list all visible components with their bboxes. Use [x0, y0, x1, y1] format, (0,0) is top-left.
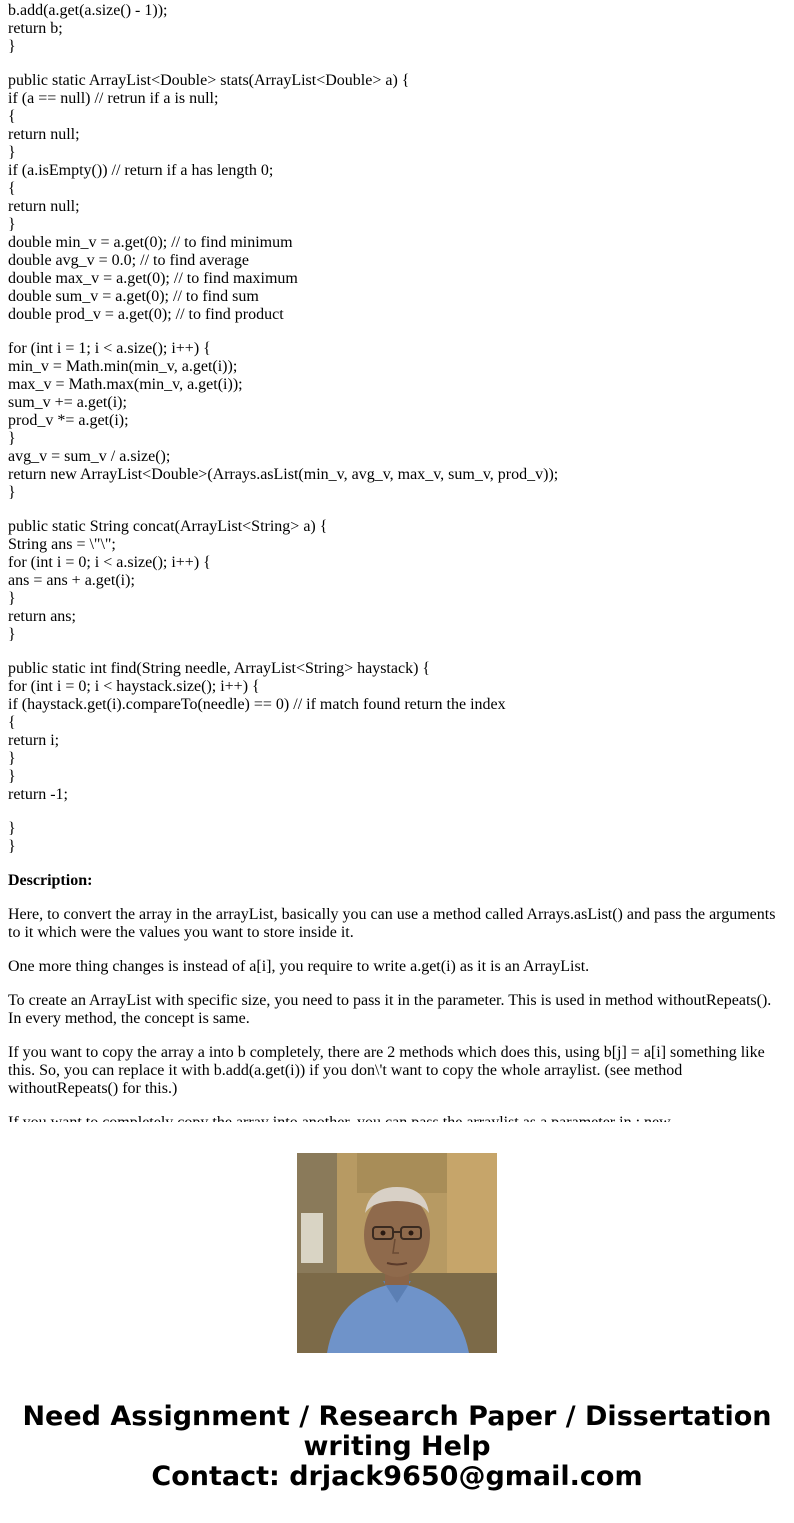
code-line: } [8, 626, 16, 643]
code-block-stats-loop [8, 340, 784, 502]
code-line: } [8, 820, 16, 837]
promo-banner [0, 1402, 794, 1492]
code-line: return ans; [8, 608, 76, 625]
description-paragraph: Here, to convert the array in the arrayList, basically you can use a method called Arrays.asList() and pass the arguments to it which were the values you want to store inside it. [8, 906, 776, 941]
code-line: } [8, 590, 16, 607]
code-line: max_v = Math.max(min_v, a.get(i)); [8, 376, 243, 393]
code-line: public static int find(String needle, ArrayList<String> haystack) { [8, 660, 431, 677]
code-line: double min_v = a.get(0); // to find minimum [8, 234, 293, 251]
code-line: } [8, 838, 16, 855]
code-line: { [8, 714, 16, 731]
code-line: } [8, 38, 16, 55]
description-heading: Description: [8, 872, 93, 889]
promo-line-1: Need Assignment / Research Paper / Dissertation [22, 1401, 772, 1432]
code-line: return null; [8, 126, 80, 143]
code-line: } [8, 750, 16, 767]
code-line: double sum_v = a.get(0); // to find sum [8, 288, 259, 305]
code-line: sum_v += a.get(i); [8, 394, 127, 411]
promo-line-2: writing Help [303, 1431, 491, 1462]
code-line: } [8, 484, 16, 501]
code-line: String ans = \"\"; [8, 536, 116, 553]
code-line: min_v = Math.min(min_v, a.get(i)); [8, 358, 238, 375]
description-paragraph: To create an ArrayList with specific size, you need to pass it in the parameter. This is used in method withoutRepeats(). In every method, the concept is same. [8, 992, 772, 1027]
code-line: double max_v = a.get(0); // to find maximum [8, 270, 298, 287]
code-line: return null; [8, 198, 80, 215]
code-line: return b; [8, 20, 63, 37]
code-line: if (a == null) // retrun if a is null; [8, 90, 219, 107]
avatar [297, 1153, 497, 1353]
code-block-find [8, 660, 784, 804]
code-line: ans = ans + a.get(i); [8, 572, 135, 589]
code-line: b.add(a.get(a.size() - 1)); [8, 2, 168, 19]
author-photo-icon [297, 1153, 497, 1353]
code-line: double prod_v = a.get(0); // to find product [8, 306, 284, 323]
code-line: return -1; [8, 786, 68, 803]
description-paragraph: One more thing changes is instead of a[i], you require to write a.get(i) as it is an ArrayList. [8, 958, 590, 975]
code-line: double avg_v = 0.0; // to find average [8, 252, 249, 269]
code-line: } [8, 430, 16, 447]
code-block-stats [8, 72, 784, 324]
code-line: avg_v = sum_v / a.size(); [8, 448, 171, 465]
code-line: { [8, 108, 16, 125]
code-line: for (int i = 1; i < a.size(); i++) { [8, 340, 211, 357]
description-paragraph: If you want to copy the array a into b completely, there are 2 methods which does this, using b[j] = a[i] something like this. So, you can replace it with b.add(a.get(i)) if you don\'t want to copy the whole arraylist. (see method withoutRepeats() for this.) [8, 1044, 765, 1097]
code-line: for (int i = 0; i < a.size(); i++) { [8, 554, 211, 571]
code-line: public static String concat(ArrayList<String> a) { [8, 518, 328, 535]
code-block-closing [8, 820, 784, 856]
code-line: for (int i = 0; i < haystack.size(); i++) { [8, 678, 260, 695]
code-line: { [8, 180, 16, 197]
promo-contact[interactable]: Contact: drjack9650@gmail.com [151, 1461, 643, 1492]
code-line: } [8, 144, 16, 161]
code-line: prod_v *= a.get(i); [8, 412, 129, 429]
code-line: } [8, 768, 16, 785]
answer-content [8, 0, 784, 1122]
code-block-concat [8, 518, 784, 644]
code-line: return new ArrayList<Double>(Arrays.asList(min_v, avg_v, max_v, sum_v, prod_v)); [8, 466, 559, 483]
code-block-1 [8, 2, 784, 56]
code-line: return i; [8, 732, 60, 749]
code-line: if (haystack.get(i).compareTo(needle) == 0) // if match found return the index [8, 696, 506, 713]
code-line: if (a.isEmpty()) // return if a has length 0; [8, 162, 274, 179]
code-line: } [8, 216, 16, 233]
code-line: public static ArrayList<Double> stats(ArrayList<Double> a) { [8, 72, 410, 89]
